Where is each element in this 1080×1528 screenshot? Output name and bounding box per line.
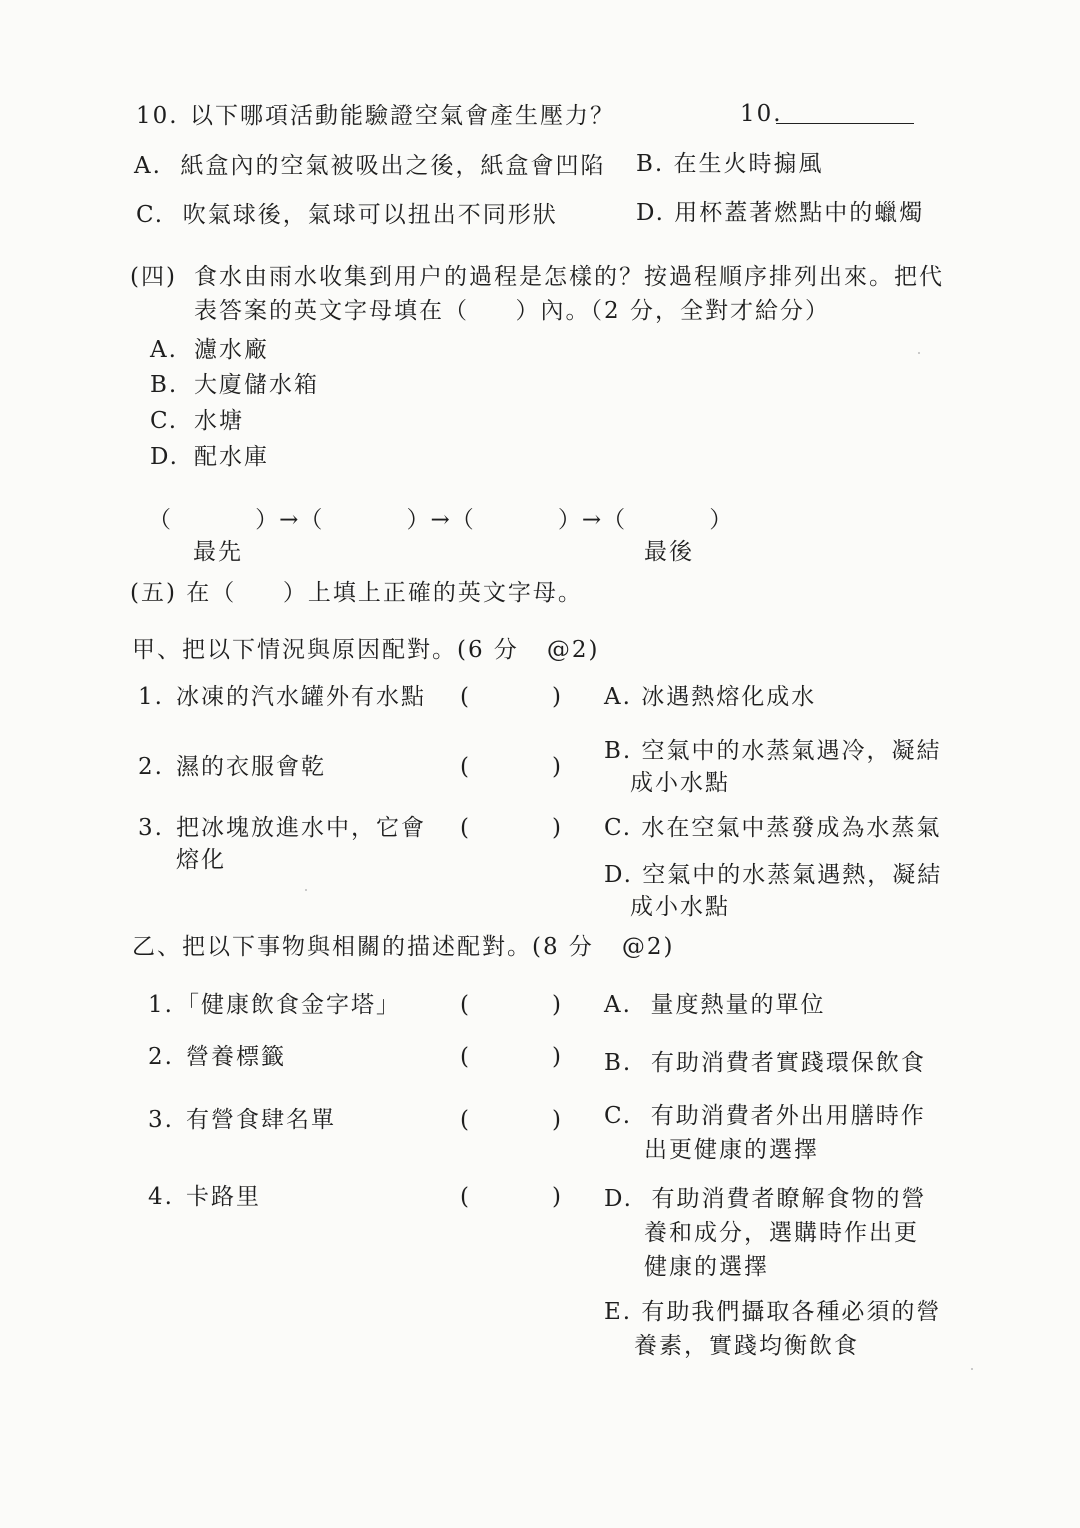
answer-bracket-open[interactable]: ( <box>460 1044 471 1070</box>
answer-bracket-close[interactable]: ) <box>552 815 563 841</box>
answer-bracket-close[interactable]: ) <box>552 684 563 710</box>
answer-bracket-close[interactable]: ) <box>552 1184 563 1210</box>
answer-bracket-close[interactable]: ) <box>552 1044 563 1070</box>
answer-bracket-open[interactable]: ( <box>460 754 471 780</box>
part-a-item-num: 1. <box>138 684 164 710</box>
answer-bracket-open[interactable]: ( <box>460 684 471 710</box>
section4-sequence[interactable]: （ ）→（ ）→（ ）→（ ） <box>148 507 734 533</box>
section4-item-letter: C. <box>150 408 179 434</box>
part-a-item-text-cont: 熔化 <box>176 847 226 873</box>
part-b-answer-e-cont: 養素，實踐均衡飲食 <box>634 1333 859 1359</box>
part-a-item-text: 冰凍的汽水罐外有水點 <box>176 684 426 710</box>
scan-speck <box>305 889 307 891</box>
q10-option-c: C. 吹氣球後，氣球可以扭出不同形狀 <box>136 202 558 228</box>
section4-item-text: 水塘 <box>194 408 244 434</box>
q10-question: 以下哪項活動能驗證空氣會產生壓力？ <box>190 103 615 129</box>
q10-option-a: A. 紙盒內的空氣被吸出之後，紙盒會凹陷 <box>134 153 606 179</box>
part-b-item-text: 卡路里 <box>186 1184 261 1210</box>
part-b-answer-b: B. 有助消費者實踐環保飲食 <box>604 1050 926 1076</box>
part-a-item-text: 濕的衣服會乾 <box>176 754 326 780</box>
section4-line1: 食水由雨水收集到用户的過程是怎樣的？按過程順序排列出來。把代 <box>194 264 944 290</box>
part-b-answer-e: E. 有助我們攝取各種必須的營 <box>604 1299 942 1325</box>
part-b-answer-d: D. 有助消費者瞭解食物的營 <box>604 1186 927 1212</box>
part-a-item-num: 3. <box>138 815 164 841</box>
part-b-answer-c-cont: 出更健康的選擇 <box>644 1137 819 1163</box>
scan-speck <box>918 352 920 354</box>
section5-heading: (五) 在（ ）上填上正確的英文字母。 <box>130 580 583 606</box>
part-b-item-text: 營養標籤 <box>186 1044 286 1070</box>
part-a-answer-c: C. 水在空氣中蒸發成為水蒸氣 <box>604 815 942 841</box>
part-b-answer-c: C. 有助消費者外出用膳時作 <box>604 1103 926 1129</box>
answer-bracket-close[interactable]: ) <box>552 1107 563 1133</box>
part-b-item-text: 有營食肆名單 <box>186 1107 336 1133</box>
section4-line2: 表答案的英文字母填在（ ）內。（2 分，全對才給分） <box>194 298 830 324</box>
answer-bracket-open[interactable]: ( <box>460 992 471 1018</box>
part-a-heading: 甲、把以下情況與原因配對。(6 分 @2) <box>132 637 600 663</box>
part-a-answer-a: A. 冰遇熱熔化成水 <box>604 684 817 710</box>
scan-speck <box>971 1368 973 1370</box>
q10-option-b: B. 在生火時搧風 <box>636 151 824 177</box>
section4-item-letter: D. <box>150 444 179 470</box>
q10-option-d: D. 用杯蓋著燃點中的蠟燭 <box>636 200 925 226</box>
section4-item-text: 大廈儲水箱 <box>194 372 319 398</box>
part-a-answer-b: B. 空氣中的水蒸氣遇冷，凝結 <box>604 738 942 764</box>
answer-bracket-open[interactable]: ( <box>460 815 471 841</box>
section4-item-text: 配水庫 <box>194 444 269 470</box>
answer-bracket-open[interactable]: ( <box>460 1107 471 1133</box>
part-b-item-num: 2. <box>148 1044 174 1070</box>
section4-number: (四) <box>130 264 177 290</box>
part-a-answer-d-cont: 成小水點 <box>630 894 730 920</box>
answer-bracket-close[interactable]: ) <box>552 992 563 1018</box>
part-a-answer-b-cont: 成小水點 <box>630 770 730 796</box>
section4-last-label: 最後 <box>644 539 694 565</box>
section4-item-letter: B. <box>150 372 179 398</box>
part-a-item-num: 2. <box>138 754 164 780</box>
part-b-item-num: 1. <box>148 992 174 1018</box>
section4-item-letter: A. <box>150 337 178 363</box>
q10-number: 10. <box>136 103 179 129</box>
part-a-item-text: 把冰塊放進水中，它會 <box>176 815 426 841</box>
part-b-item-num: 4. <box>148 1184 174 1210</box>
q10-answer-blank[interactable] <box>776 123 914 124</box>
part-b-item-num: 3. <box>148 1107 174 1133</box>
part-a-answer-d: D. 空氣中的水蒸氣遇熱，凝結 <box>604 862 943 888</box>
part-b-answer-a: A. 量度熱量的單位 <box>604 992 826 1018</box>
part-b-item-text: 「健康飲食金字塔」 <box>176 992 401 1018</box>
q10-answer-label: 10. <box>740 101 783 127</box>
section4-first-label: 最先 <box>193 539 243 565</box>
part-b-heading: 乙、把以下事物與相關的描述配對。(8 分 @2) <box>132 934 675 960</box>
answer-bracket-close[interactable]: ) <box>552 754 563 780</box>
part-b-answer-d-cont: 健康的選擇 <box>644 1254 769 1280</box>
part-b-answer-d-cont: 養和成分，選購時作出更 <box>644 1220 919 1246</box>
section4-item-text: 濾水廠 <box>194 337 269 363</box>
answer-bracket-open[interactable]: ( <box>460 1184 471 1210</box>
